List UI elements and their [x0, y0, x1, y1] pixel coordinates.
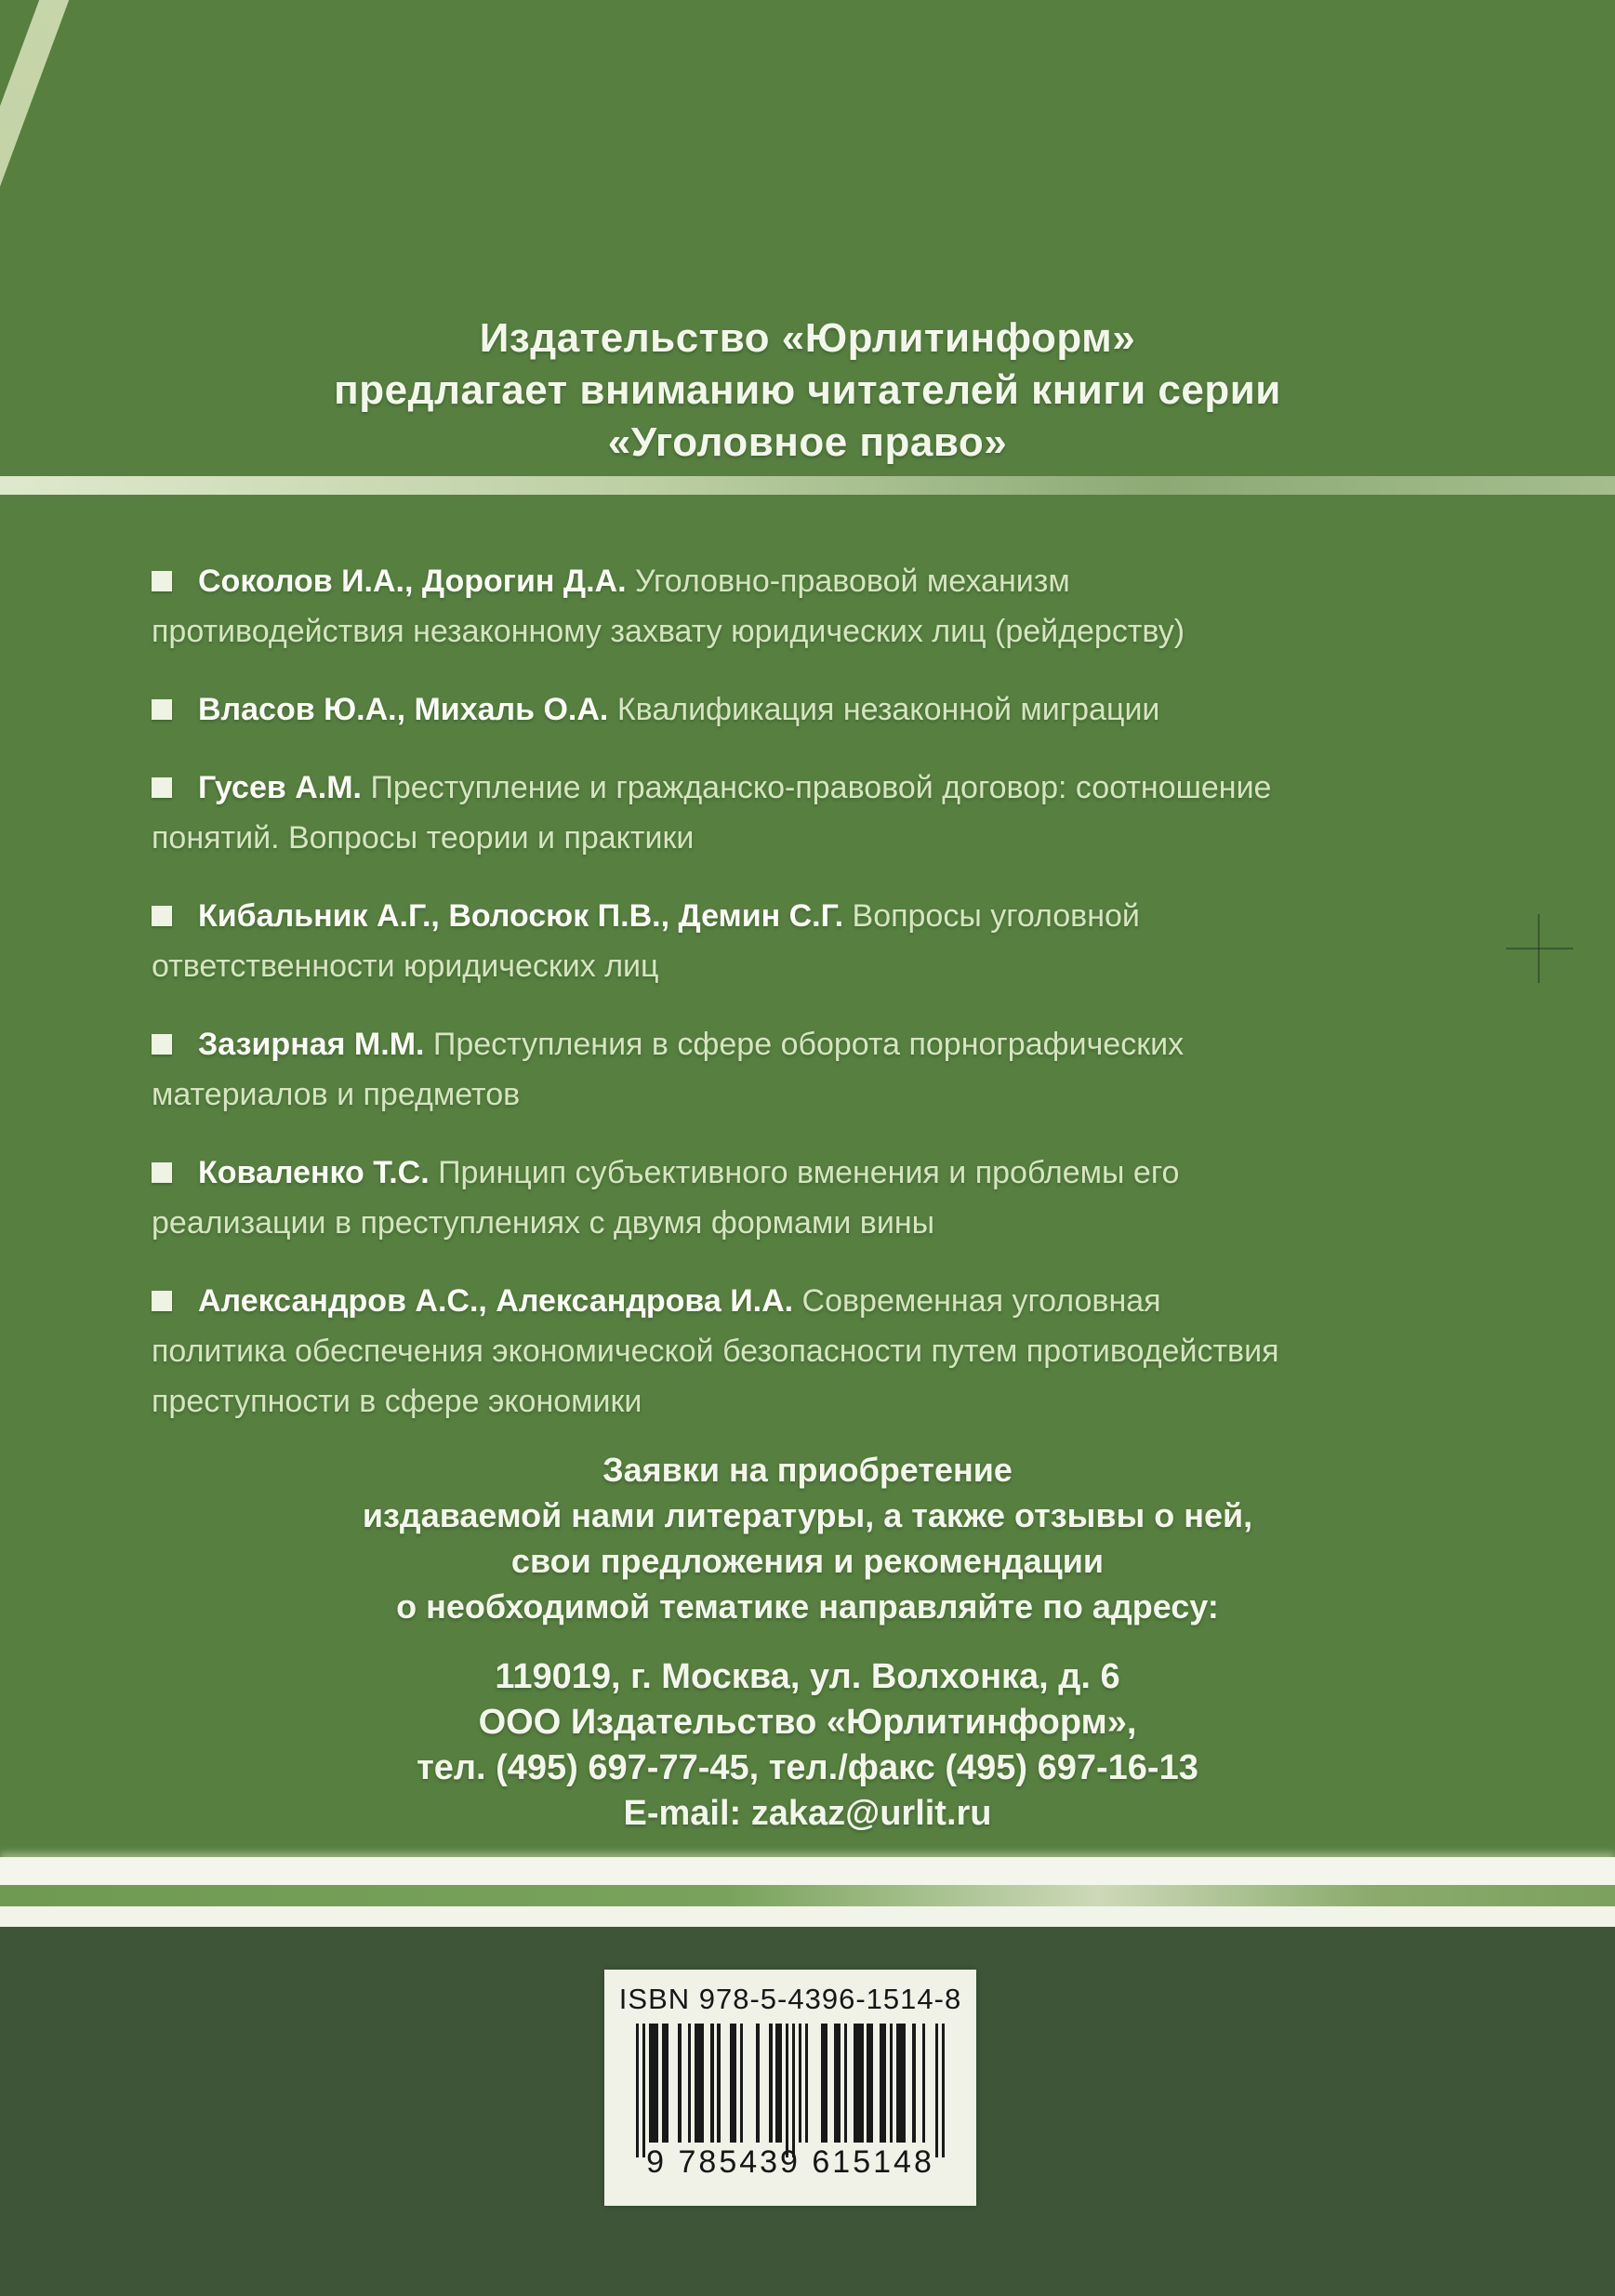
- order-info: [0, 1447, 1615, 1629]
- book-authors: Зазирная М.М.: [198, 1027, 425, 1062]
- header-subtitle-line: предлагает вниманию читателей книги серии: [334, 367, 1281, 413]
- isbn-block: [604, 1970, 976, 2206]
- book-title: Принцип субъективного вменения и проблемы его: [438, 1155, 1180, 1190]
- book-title: Квалификация незаконной миграции: [616, 692, 1160, 727]
- book-item: [152, 1148, 1481, 1248]
- company-name: ООО Издательство «Юрлитинформ»,: [478, 1703, 1137, 1742]
- order-info-line: издаваемой нами литературы, а также отзывы о ней,: [362, 1496, 1253, 1534]
- footer-green-stripe: [0, 1885, 1615, 1906]
- bullet-square-icon: [152, 699, 172, 720]
- bullet-square-icon: [152, 1291, 172, 1311]
- book-authors: Александров А.С., Александрова И.А.: [198, 1283, 794, 1319]
- book-item: [152, 684, 1481, 735]
- order-info-line: о необходимой тематике направляйте по адресу:: [396, 1587, 1219, 1626]
- book-authors: Коваленко Т.С.: [198, 1155, 430, 1190]
- book-item: [152, 1276, 1481, 1427]
- phone-fax: тел. (495) 697-77-45, тел./факс (495) 697-16-13: [417, 1748, 1198, 1787]
- order-info-line: свои предложения и рекомендации: [510, 1542, 1105, 1580]
- email: E-mail: zakaz@urlit.ru: [623, 1794, 992, 1833]
- isbn-number: ISBN 978-5-4396-1514-8: [618, 1983, 962, 2015]
- ean13-barcode: [636, 2024, 946, 2157]
- footer-white-stripe-top: [0, 1857, 1615, 1885]
- book-item: [152, 556, 1481, 657]
- book-title: Преступления в сфере оборота порнографических: [432, 1027, 1185, 1062]
- book-item: [152, 763, 1481, 863]
- book-title-continued: политика обеспечения экономической безопасности путем противодействия: [152, 1334, 1279, 1369]
- publisher-name-line: Издательство «Юрлитинформ»: [479, 315, 1136, 361]
- book-title: Преступление и гражданско-правовой договор: соотношение: [370, 770, 1272, 805]
- book-title-continued: материалов и предметов: [152, 1077, 521, 1112]
- book-title-continued: понятий. Вопросы теории и практики: [152, 820, 695, 856]
- book-authors: Соколов И.А., Дорогин Д.А.: [198, 564, 627, 599]
- book-list: [152, 556, 1481, 1454]
- book-title: Современная уголовная: [801, 1283, 1161, 1319]
- registration-crosshair-icon: [1506, 948, 1573, 949]
- bullet-square-icon: [152, 1034, 172, 1055]
- barcode-digits: 9 785439 615148: [646, 2144, 934, 2180]
- book-authors: Власов Ю.А., Михаль О.А.: [198, 692, 609, 727]
- bullet-square-icon: [152, 571, 172, 591]
- postal-address: 119019, г. Москва, ул. Волхонка, д. 6: [495, 1657, 1120, 1696]
- book-authors: Кибальник А.Г., Волосюк П.В., Демин С.Г.: [198, 898, 844, 934]
- book-title-continued: ответственности юридических лиц: [152, 949, 659, 984]
- book-item: [152, 891, 1481, 991]
- horizontal-accent-stripe: [0, 476, 1615, 495]
- book-title-continued: противодействия незаконному захвату юридических лиц (рейдерству): [152, 614, 1185, 649]
- book-authors: Гусев А.М.: [198, 770, 362, 805]
- bullet-square-icon: [152, 1162, 172, 1183]
- order-info-line: Заявки на приобретение: [602, 1451, 1013, 1489]
- book-title: Уголовно-правовой механизм: [634, 564, 1070, 599]
- book-title: Вопросы уголовной: [852, 898, 1140, 934]
- series-name-line: «Уголовное право»: [607, 419, 1008, 465]
- footer-white-stripe-bottom: [0, 1906, 1615, 1927]
- diagonal-accent-stripe: [0, 0, 81, 1294]
- book-item: [152, 1019, 1481, 1120]
- book-title-continued: преступности в сфере экономики: [152, 1384, 642, 1419]
- contact-info: [0, 1654, 1615, 1837]
- registration-crosshair-icon: [1538, 914, 1540, 983]
- book-title-continued: реализации в преступлениях с двумя формами вины: [152, 1205, 935, 1241]
- bullet-square-icon: [152, 777, 172, 798]
- bullet-square-icon: [152, 906, 172, 926]
- publisher-header: [0, 312, 1615, 469]
